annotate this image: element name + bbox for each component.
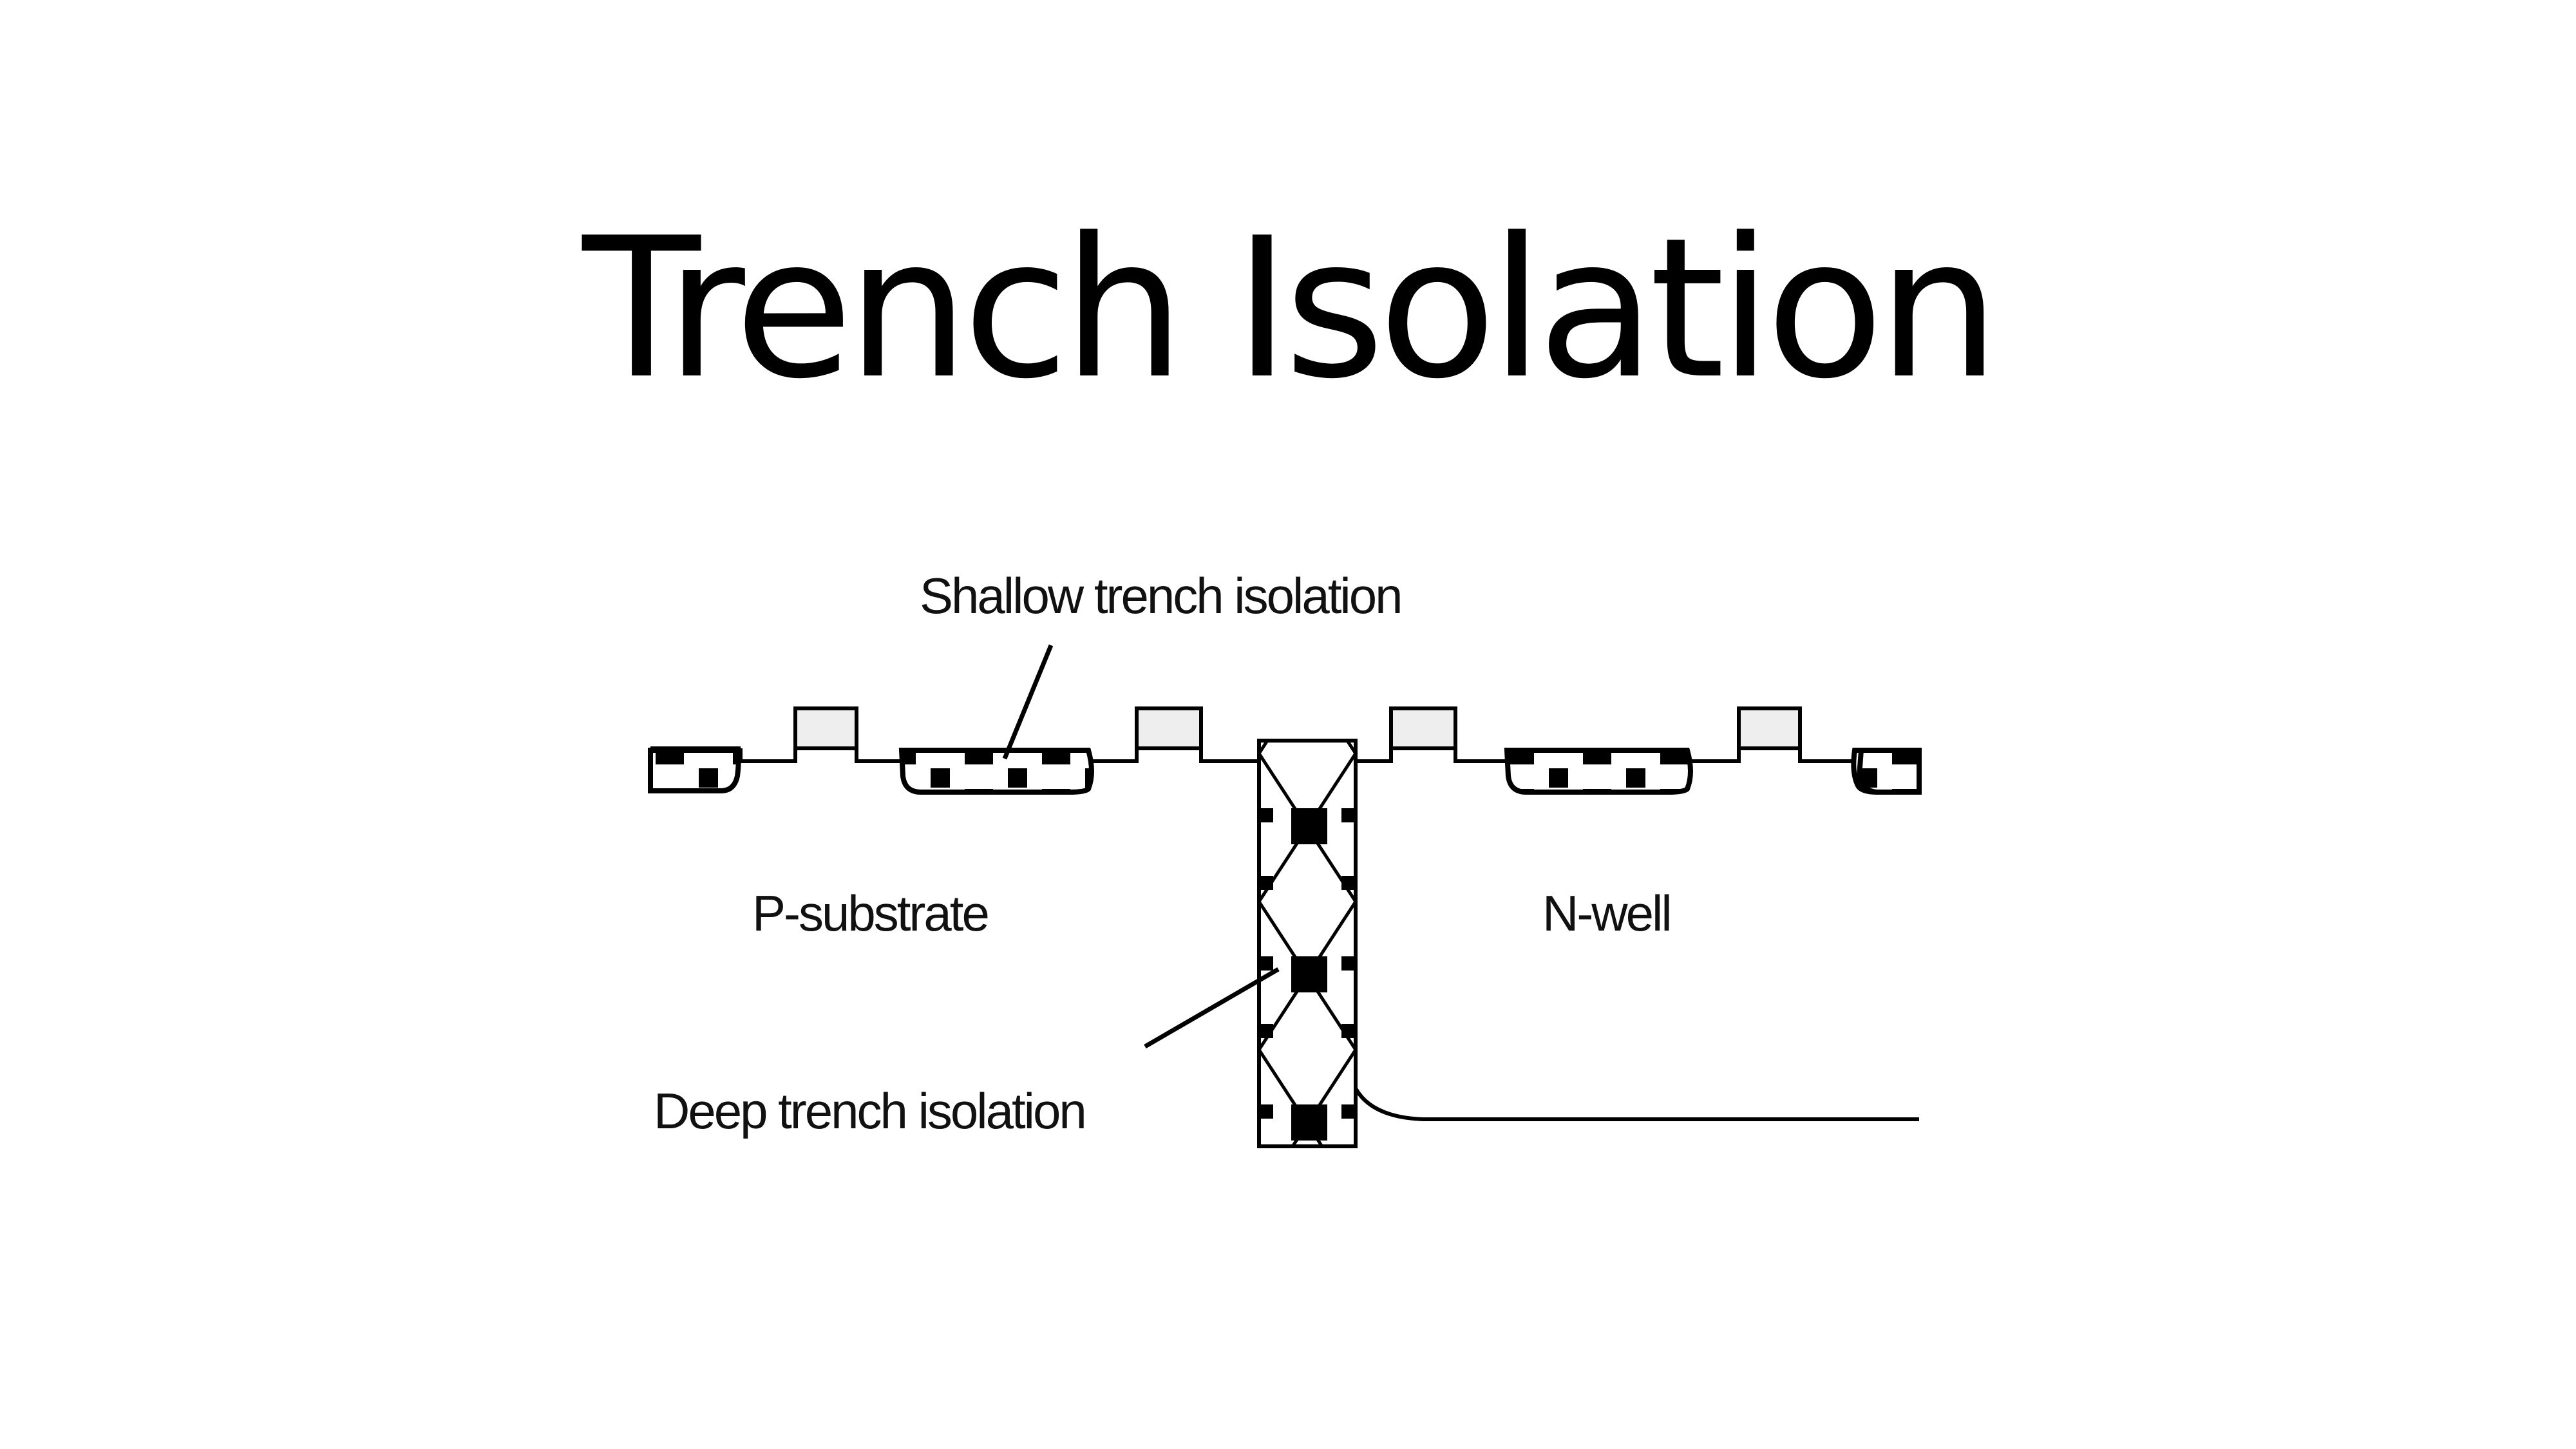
- deep-trench: [1259, 741, 1356, 1146]
- gate: [1739, 708, 1800, 748]
- shallow-trench-label: Shallow trench isolation: [920, 567, 1401, 624]
- deep-trench-label: Deep trench isolation: [654, 1083, 1085, 1139]
- slide-title: Trench Isolation: [582, 196, 1994, 421]
- nwell-boundary: [1356, 1088, 1919, 1119]
- gate: [795, 708, 857, 748]
- shallow-trench: [902, 750, 1092, 792]
- gate: [1391, 708, 1455, 748]
- shallow-leader-line: [1005, 645, 1051, 759]
- shallow-trench: [1507, 750, 1690, 792]
- p-substrate-label: P-substrate: [752, 885, 988, 942]
- gate: [1137, 708, 1201, 748]
- shallow-trench: [650, 750, 739, 791]
- n-well-label: N-well: [1542, 885, 1671, 942]
